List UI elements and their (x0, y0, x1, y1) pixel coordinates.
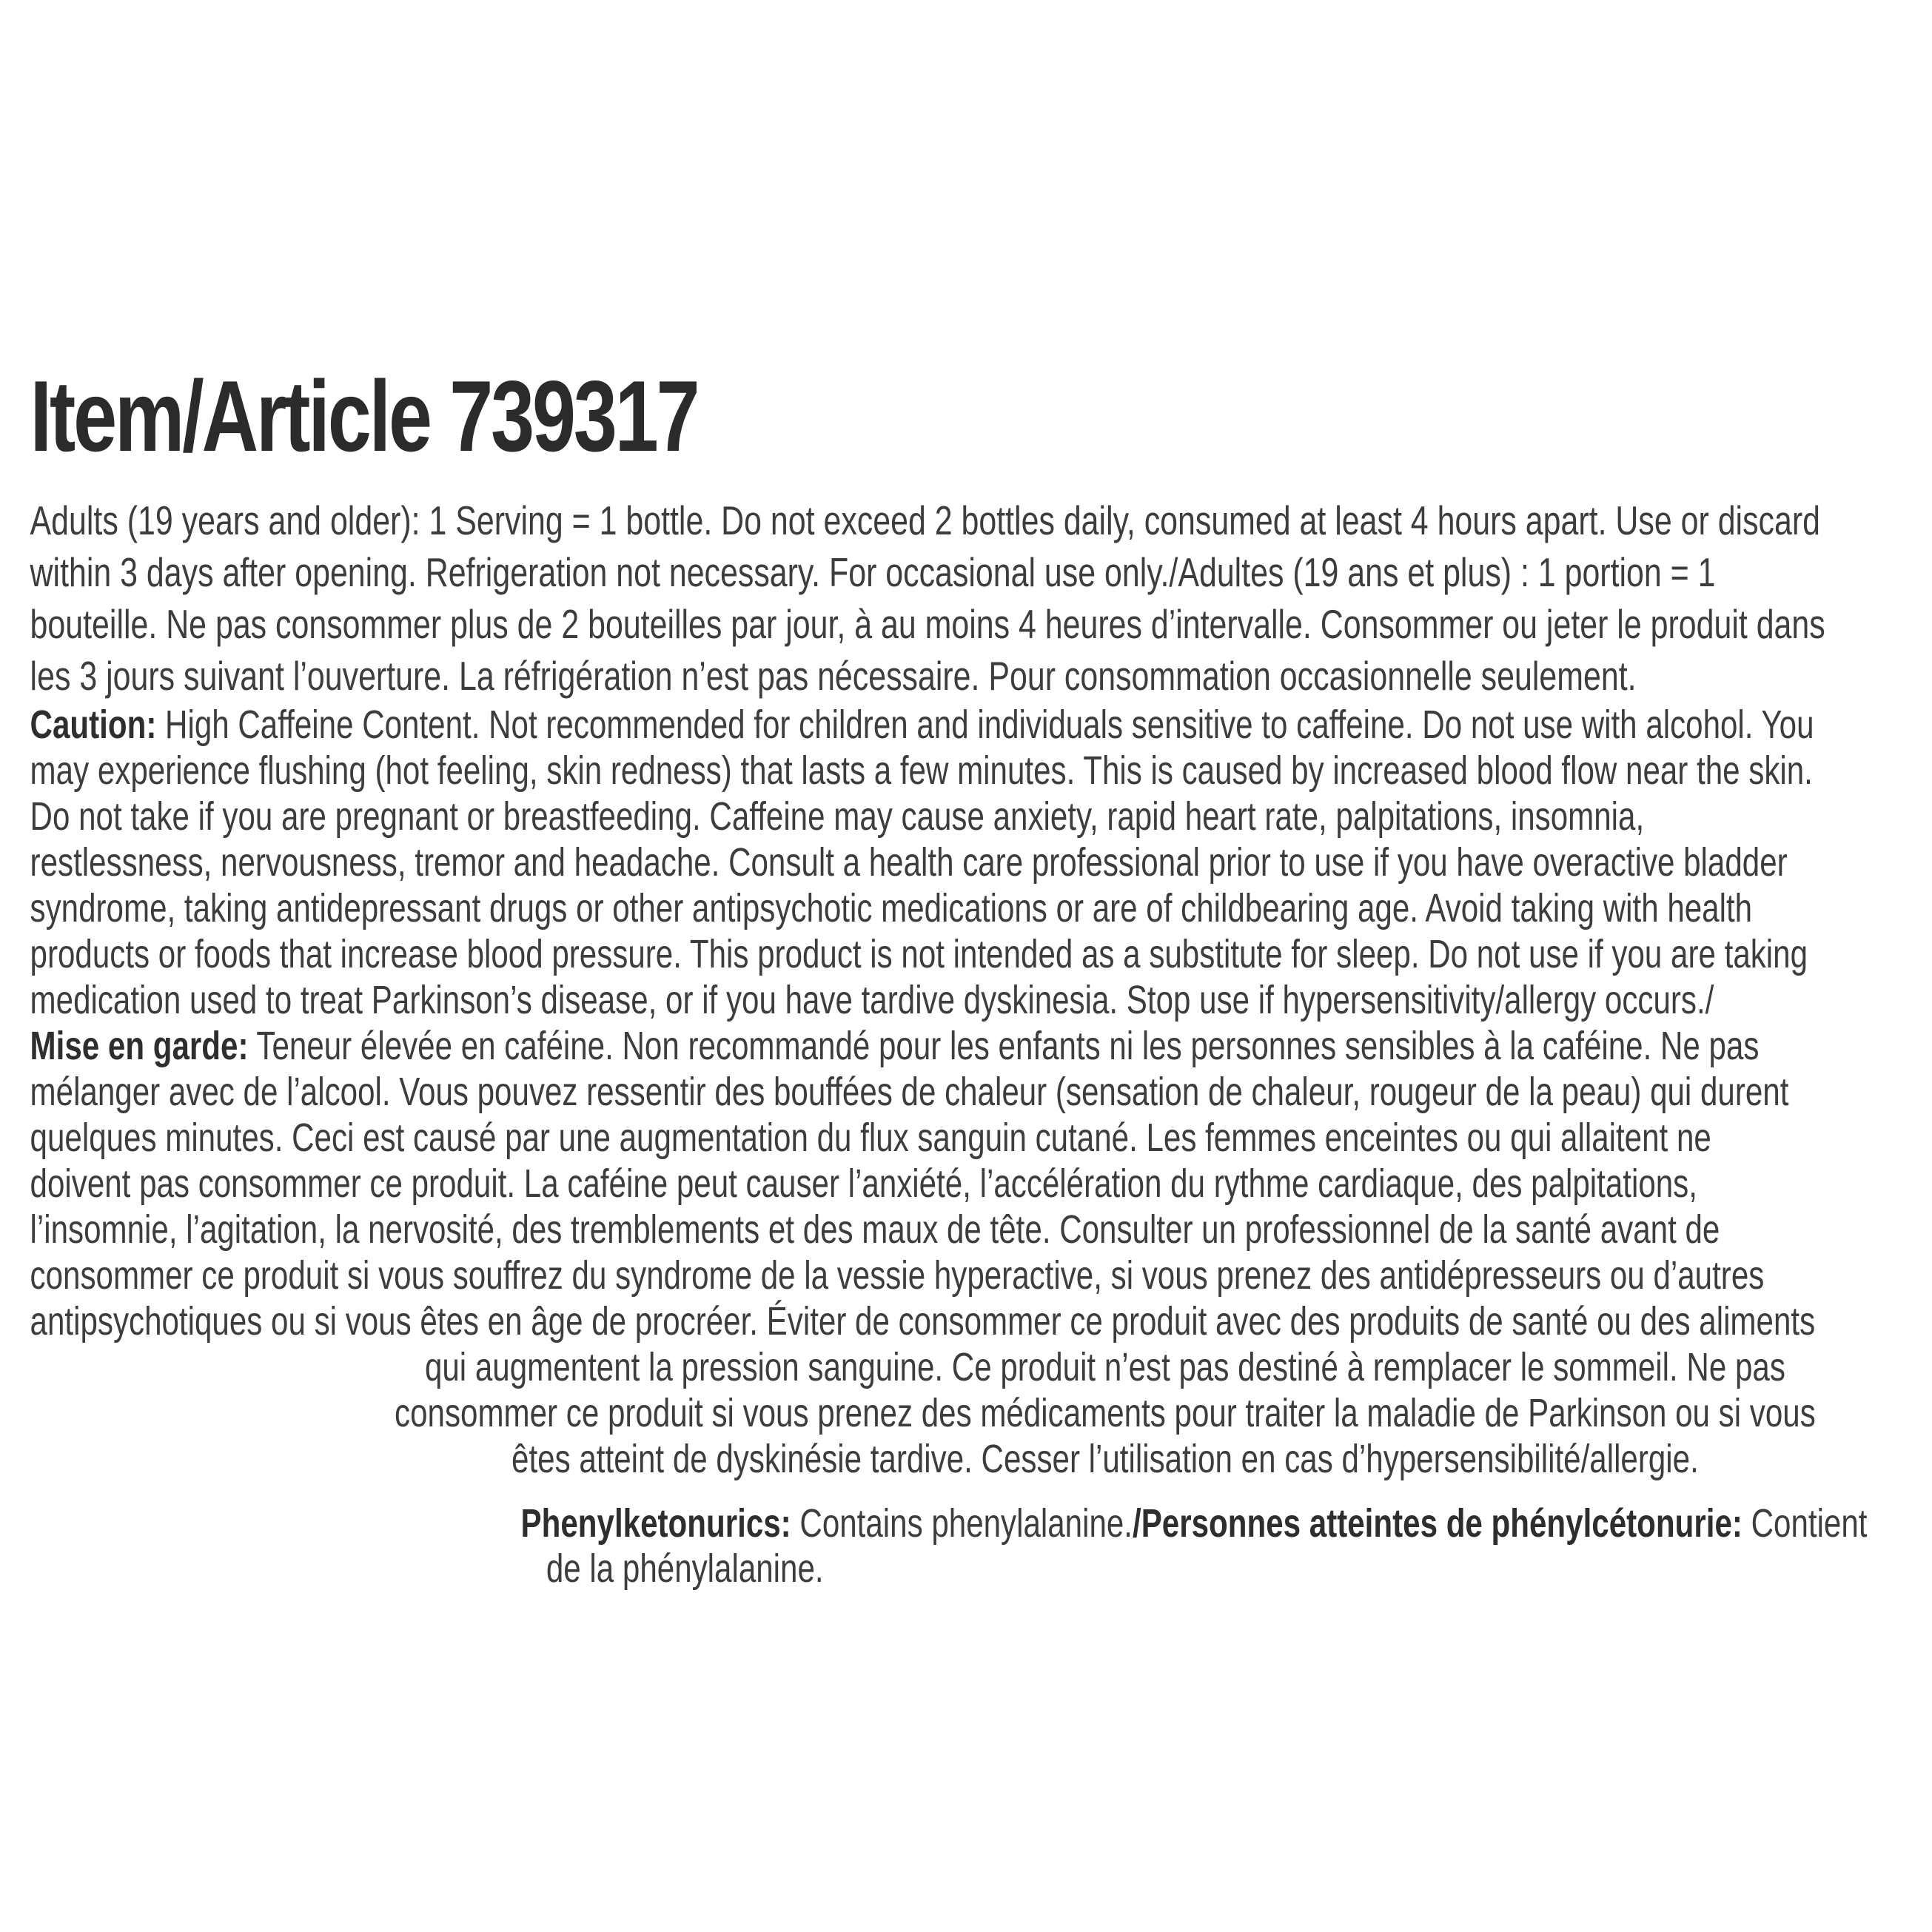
phenylketonurics-line: de la phénylalanine. (546, 1546, 824, 1591)
caution-paragraph (0, 702, 1932, 1482)
caution-line: may experience flushing (hot feeling, skin redness) that lasts a few minutes. This is caused by increased blood flow near the skin. (30, 748, 1813, 793)
caution-line: syndrome, taking antidepressant drugs or other antipsychotic medications or are of childbearing age. Avoid taking with health (30, 886, 1753, 930)
dosage-line: bouteille. Ne pas consommer plus de 2 bouteilles par jour, à au moins 4 heures d’intervalle. Consommer ou jeter le produit dans (30, 601, 1825, 647)
caution-line-text: Teneur élevée en caféine. Non recommandé pour les enfants ni les personnes sensibles à la caféine. Ne pas (248, 1024, 1760, 1068)
caution-line: êtes atteint de dyskinésie tardive. Cesser l’utilisation en cas d’hypersensibilité/allergie. (511, 1437, 1699, 1481)
phenylketonurics-label-en: Phenylketonurics: (520, 1501, 791, 1546)
dosage-line: Adults (19 years and older): 1 Serving = 1 bottle. Do not exceed 2 bottles daily, consumed at least 4 hours apart. Use or discard (30, 497, 1820, 543)
caution-line: antipsychotiques ou si vous êtes en âge de procréer. Éviter de consommer ce produit avec des produits de santé ou des aliments (30, 1299, 1816, 1344)
phenylketonurics-paragraph (491, 1501, 1932, 1591)
dosage-line: within 3 days after opening. Refrigeration not necessary. For occasional use only./Adultes (19 ans et plus) : 1 portion = 1 (30, 549, 1716, 595)
phenylketonurics-label-fr: /Personnes atteintes de phénylcétonurie: (1133, 1501, 1743, 1546)
caution-line: doivent pas consommer ce produit. La caféine peut causer l’anxiété, l’accélération du rythme cardiaque, des palpitations, (30, 1161, 1697, 1206)
caution-line: Do not take if you are pregnant or breastfeeding. Caffeine may cause anxiety, rapid heart rate, palpitations, insomnia, (30, 794, 1645, 839)
caution-line: l’insomnie, l’agitation, la nervosité, des tremblements et des maux de tête. Consulter un professionnel de la santé avant de (30, 1207, 1720, 1252)
phenylketonurics-text-fr: Contient (1742, 1501, 1868, 1546)
phenylketonurics-line (521, 1501, 1932, 1546)
caution-line: consommer ce produit si vous prenez des médicaments pour traiter la maladie de Parkinson ou si vous (395, 1391, 1816, 1435)
caution-line (30, 1023, 1932, 1069)
caution-line: medication used to treat Parkinson’s disease, or if you have tardive dyskinesia. Stop use if hypersensitivity/allergy occurs./ (30, 978, 1714, 1022)
phenylketonurics-text-en: Contains phenylalanine. (791, 1501, 1133, 1546)
caution-line: consommer ce produit si vous souffrez du syndrome de la vessie hyperactive, si vous prenez des antidépresseurs ou d’autres (30, 1253, 1765, 1298)
caution-line: products or foods that increase blood pressure. This product is not intended as a substitute for sleep. Do not use if you are taking (30, 932, 1808, 976)
caution-line-text: High Caffeine Content. Not recommended for children and individuals sensitive to caffeine. Do not use with alcohol. You (156, 702, 1814, 747)
caution-label-en: Caution: (30, 702, 157, 747)
caution-line: quelques minutes. Ceci est causé par une augmentation du flux sanguin cutané. Les femmes enceintes ou qui allaitent ne (30, 1116, 1711, 1160)
caution-line: qui augmentent la pression sanguine. Ce produit n’est pas destiné à remplacer le sommeil. Ne pas (424, 1345, 1785, 1389)
dosage-paragraph (0, 494, 1932, 702)
caution-centered-lines (278, 1344, 1932, 1482)
dosage-line: les 3 jours suivant l’ouverture. La réfrigération n’est pas nécessaire. Pour consommation occasionnelle seulement. (30, 653, 1637, 699)
caution-line (30, 702, 1932, 748)
caution-line: restlessness, nervousness, tremor and headache. Consult a health care professional prior to use if you have overactive bladder (30, 840, 1788, 885)
caution-label-fr: Mise en garde: (30, 1024, 249, 1068)
page-title: Item/Article 739317 (30, 360, 698, 472)
caution-line: mélanger avec de l’alcool. Vous pouvez ressentir des bouffées de chaleur (sensation de chaleur, rougeur de la peau) qui durent (30, 1070, 1789, 1114)
